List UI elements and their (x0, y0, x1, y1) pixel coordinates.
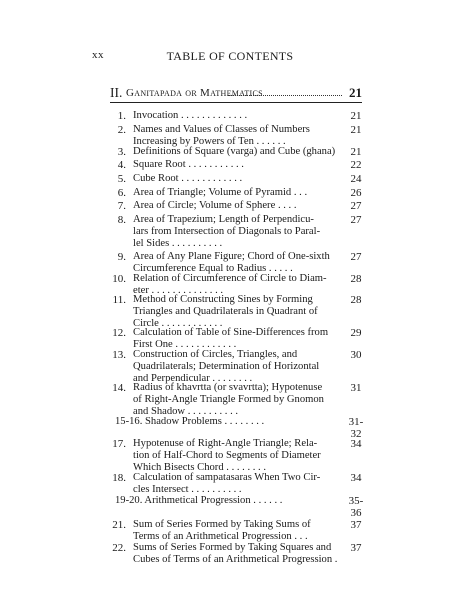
section-title: Ganitapada or Mathematics (126, 87, 263, 99)
entry-number: 17. (112, 438, 126, 450)
entry-title: 15-16. Shadow Problems . . . . . . . . (115, 416, 265, 427)
section-number: II. (110, 85, 123, 100)
entry-number: 22. (112, 542, 126, 554)
entry-number: 11. (112, 294, 126, 306)
entry-page: 21 (350, 124, 362, 136)
entry-page: 29 (350, 327, 362, 339)
entry-number: 9. (117, 251, 126, 263)
entry-title: 19-20. Arithmetical Progression . . . . . . (115, 495, 283, 506)
entry-page: 27 (350, 214, 362, 226)
entry-page: 35- 36 (348, 495, 364, 520)
entry-title: Sums of Series Formed by Taking Squares and Cubes of Terms of an Arithmetical Progression . (133, 542, 338, 565)
entry-title: Method of Constructing Sines by Forming Triangles and Quadrilaterals in Quadrant of Circle . . . . . . . . . . . . (133, 294, 318, 329)
entry-title: Relation of Circumference of Circle to Diam- eter . . . . . . . . . . . . . . (133, 273, 327, 296)
entry-number: 21. (112, 519, 126, 531)
entry-title: Calculation of Table of Sine-Differences from First One . . . . . . . . . . . . (133, 327, 329, 350)
entry-page: 34 (350, 438, 362, 450)
entry-page: 22 (350, 159, 362, 171)
entry-title: Area of Trapezium; Length of Perpendicu- lars from Intersection of Diagonals to Paral- lel Sides . . . . . . . . . . (133, 214, 321, 249)
entry-title: Area of Circle; Volume of Sphere . . . . (133, 200, 297, 211)
entry-page: 24 (350, 173, 362, 185)
entry-page: 26 (350, 187, 362, 199)
entry-number: 8. (117, 214, 126, 226)
entry-number: 12. (112, 327, 126, 339)
entry-title: Hypotenuse of Right-Angle Triangle; Rela- tion of Half-Chord to Segments of Diameter Which Bisects Chord . . . . . . . . (133, 438, 321, 473)
entry-page: 28 (350, 294, 362, 306)
entry-number: 6. (117, 187, 126, 199)
entry-title: Construction of Circles, Triangles, and Quadrilaterals; Determination of Horizontal and Perpendicular . . . . . . . . (133, 349, 320, 384)
entry-page: 31 (350, 382, 362, 394)
section-page: 21 (349, 85, 362, 100)
entry-title: Names and Values of Classes of Numbers Increasing by Powers of Ten . . . . . . (133, 124, 310, 147)
entry-number: 4. (117, 159, 126, 171)
entry-title: Sum of Series Formed by Taking Sums of Terms of an Arithmetical Progression . . . (133, 519, 311, 542)
entry-number: 1. (117, 110, 126, 122)
entry-title: Cube Root . . . . . . . . . . . . (133, 173, 243, 184)
entry-page: 28 (350, 273, 362, 285)
entry-page: 37 (350, 519, 362, 531)
entry-title: Area of Triangle; Volume of Pyramid . . . (133, 187, 308, 198)
entry-page: 21 (350, 146, 362, 158)
entry-page: 21 (350, 110, 362, 122)
entry-title: Radius of khavrtta (or svavrtta); Hypotenuse of Right-Angle Triangle Formed by Gnomon and Shadow . . . . . . . . . . (133, 382, 324, 417)
entry-page: 31- 32 (348, 416, 364, 441)
entry-title: Square Root . . . . . . . . . . . (133, 159, 244, 170)
entry-title: Calculation of sampatasaras When Two Cir- cles Intersect . . . . . . . . . . (133, 472, 321, 495)
entry-number: 7. (117, 200, 126, 212)
entry-page: 27 (350, 200, 362, 212)
entry-title: Invocation . . . . . . . . . . . . . (133, 110, 248, 121)
entry-number: 18. (112, 472, 126, 484)
entry-number: 10. (112, 273, 126, 285)
entry-number: 2. (117, 124, 126, 136)
page-number: xx (92, 49, 104, 61)
entry-number: 3. (117, 146, 126, 158)
page-title: TABLE OF CONTENTS (166, 49, 294, 63)
entry-number: 5. (117, 173, 126, 185)
entry-title: Area of Any Plane Figure; Chord of One-sixth Circumference Equal to Radius . . . . . (133, 251, 330, 274)
entry-page: 34 (350, 472, 362, 484)
entry-number: 14. (112, 382, 126, 394)
entry-title: Definitions of Square (varga) and Cube (ghana) (133, 146, 336, 157)
entry-page: 30 (350, 349, 362, 361)
entry-page: 27 (350, 251, 362, 263)
entry-page: 37 (350, 542, 362, 554)
entry-number: 13. (112, 349, 126, 361)
